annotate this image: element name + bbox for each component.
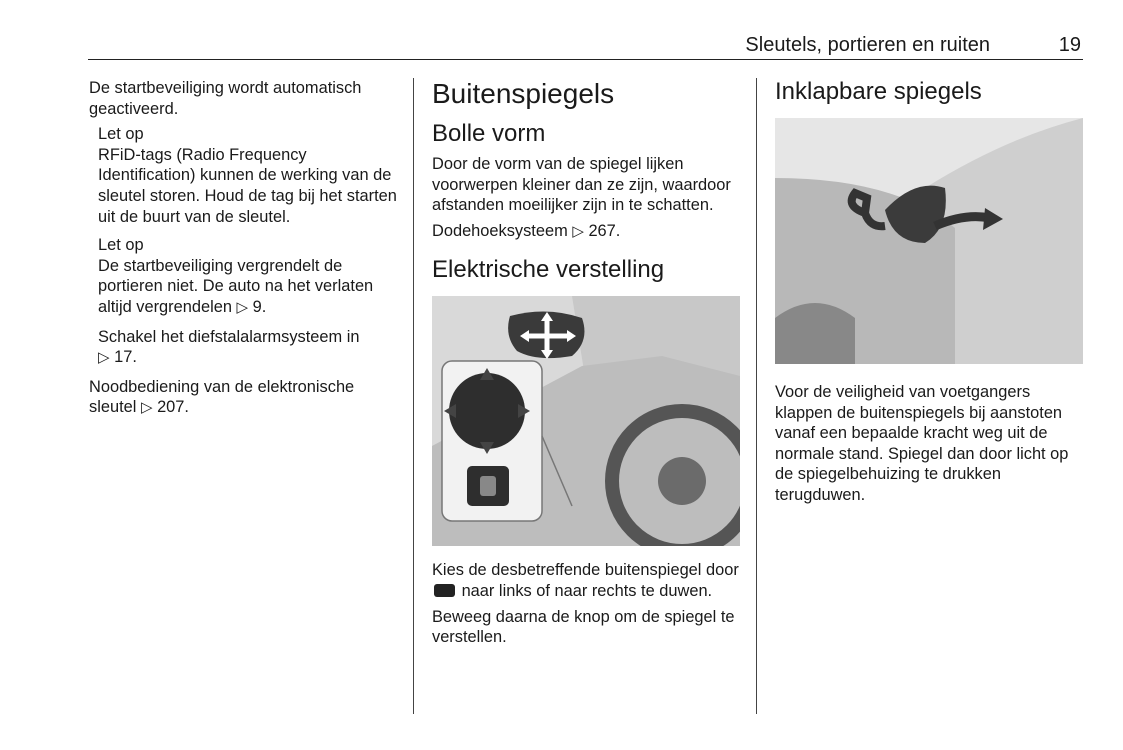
emergency-text [89, 377, 397, 419]
elektrisch-body: naar links of naar rechts te duwen. [461, 581, 713, 600]
mirror-adjust-knob-icon [449, 373, 525, 449]
column-divider [413, 78, 414, 714]
elektrisch-text2: Beweeg daarna de knop om de spiegel te verstellen. [432, 607, 735, 647]
column-2 [432, 78, 740, 653]
page-ref[interactable]: 17. [114, 348, 137, 367]
bolle-vorm-text: Door de vorm van de spiegel lijken voorwerpen kleiner dan ze zijn, waardoor afstanden moeilijker zijn in te schatten. [432, 155, 731, 215]
elektrisch-text [432, 560, 740, 601]
subheading-bolle-vorm: Bolle vorm [432, 120, 546, 147]
note-body: De startbeveiliging vergrendelt de portieren niet. De auto na het verlaten altijd vergrendelen [98, 256, 374, 316]
column-3 [775, 78, 1083, 511]
emergency-body: Noodbediening van de elektronische sleutel [89, 377, 355, 417]
page-ref[interactable]: 207. [157, 398, 189, 417]
column-1 [89, 78, 397, 424]
elektrisch-body: Kies de desbetreffende buitenspiegel door [432, 561, 739, 580]
ref-arrow-icon: ▷ [140, 399, 153, 417]
note-rfid [98, 124, 397, 227]
mirror-control-illustration [432, 296, 740, 546]
ref-arrow-icon: ▷ [98, 349, 110, 367]
page-ref[interactable]: 267. [588, 221, 621, 240]
mirror-switch-key-icon [434, 584, 455, 597]
heading-inklapbare-spiegels: Inklapbare spiegels [775, 78, 982, 105]
page-ref[interactable]: 9. [252, 297, 267, 316]
note-body: Schakel het diefstalalarmsysteem in [98, 327, 360, 346]
note-text [98, 327, 397, 369]
subheading-elektrische-verstelling: Elektrische verstelling [432, 256, 665, 284]
ref-label: Dodehoeksysteem [432, 221, 568, 240]
section-title: Sleutels, portieren en ruiten [745, 34, 990, 56]
ref-arrow-icon: ▷ [236, 298, 249, 316]
note-title: Let op [98, 125, 144, 144]
note-text: RFiD-tags (Radio Frequency Identification) kunnen de werking van de sleutel storen. Houd de tag bij het starten uit de buurt van de sleutel. [98, 145, 397, 226]
column-divider [756, 78, 757, 714]
dodehoek-ref [432, 221, 740, 243]
ref-arrow-icon: ▷ [572, 222, 584, 240]
page-header [88, 32, 1083, 60]
folding-mirror-illustration [775, 118, 1083, 364]
inklap-text: Voor de veiligheid van voetgangers klappen de buitenspiegels bij aanstoten vanaf een bepaalde kracht weg uit de normale stand. Spiegel dan door licht op de spiegelbehuizing te drukken terugduwen. [775, 383, 1069, 504]
heading-buitenspiegels: Buitenspiegels [432, 78, 615, 109]
page-number: 19 [1058, 34, 1081, 56]
note-title: Let op [98, 236, 144, 255]
intro-text: De startbeveiliging wordt automatisch geactiveerd. [89, 79, 362, 118]
note-text [98, 256, 397, 319]
note-startbeveiliging [98, 235, 397, 369]
